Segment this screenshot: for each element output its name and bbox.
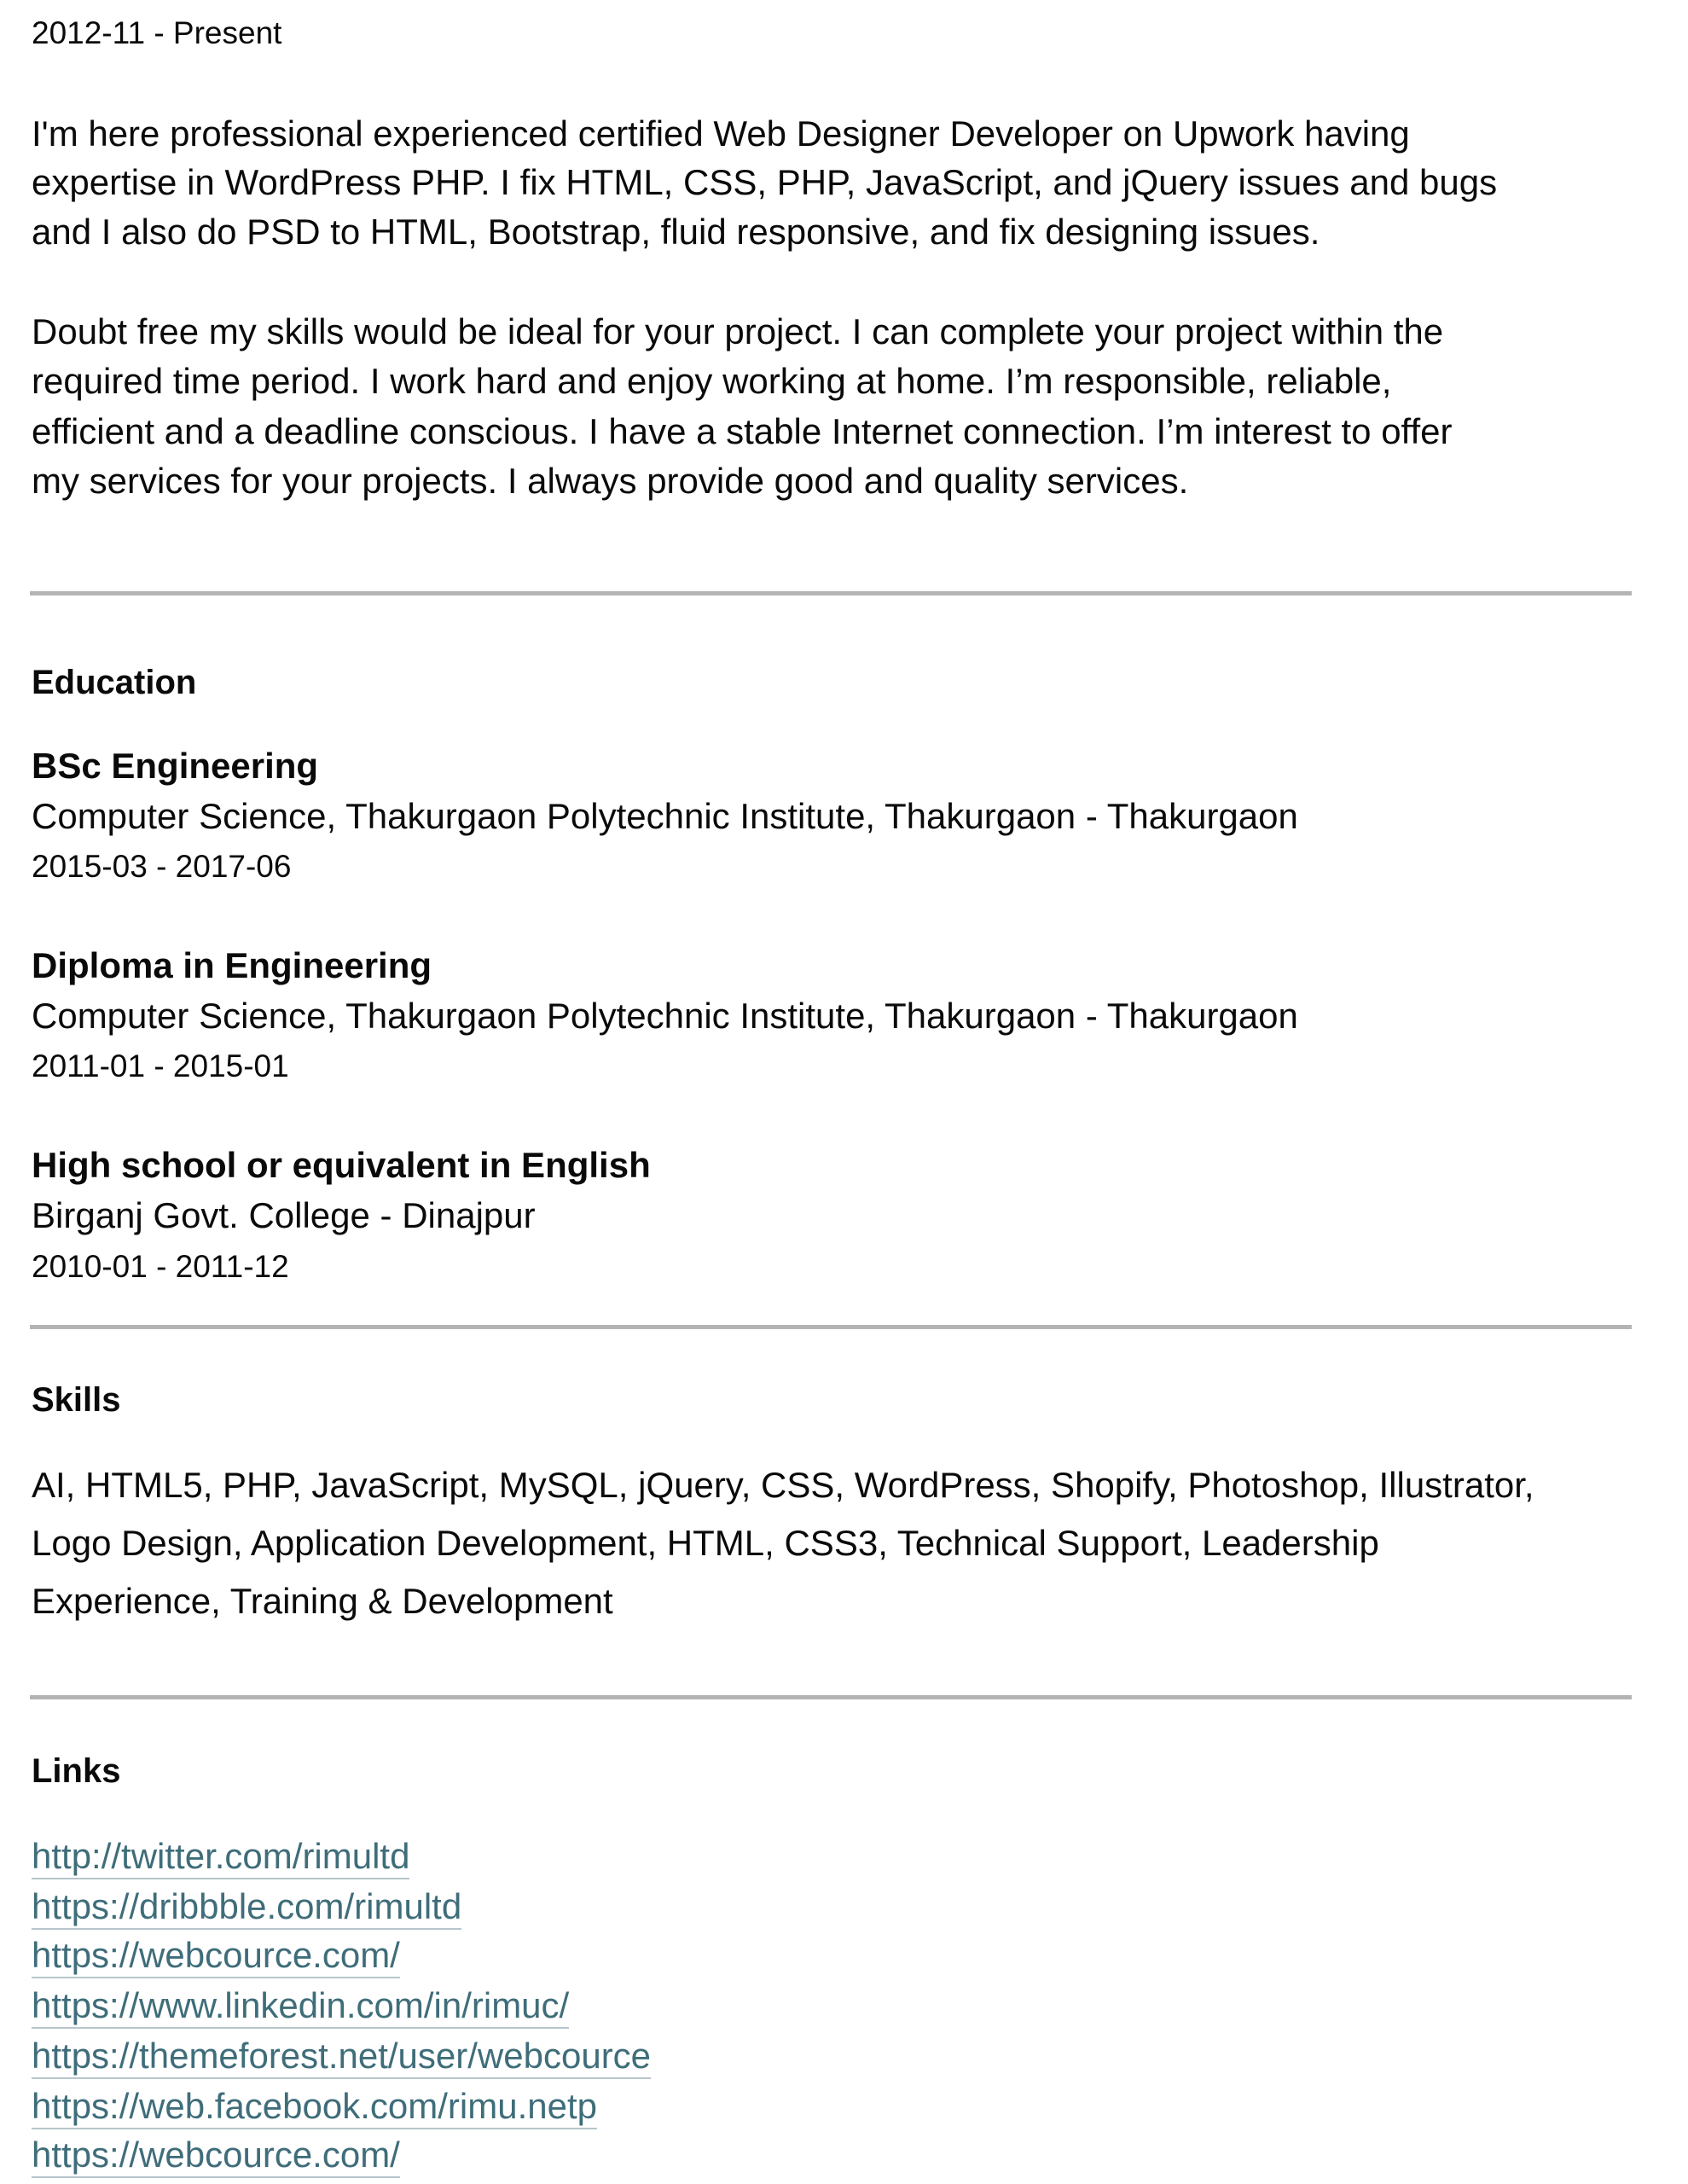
- link-linkedin[interactable]: https://www.linkedin.com/in/rimuc/: [32, 1984, 569, 2029]
- links-heading: Links: [32, 1752, 121, 1790]
- section-divider: [30, 1325, 1632, 1329]
- education-date-range: 2010-01 - 2011-12: [32, 1249, 289, 1284]
- skills-line: Logo Design, Application Development, HTML, CSS3, Technical Support, Leadership: [32, 1523, 1379, 1563]
- education-degree: High school or equivalent in English: [32, 1145, 651, 1185]
- link-webcource[interactable]: https://webcource.com/: [32, 1934, 400, 1978]
- paragraph-line: efficient and a deadline conscious. I have a stable Internet connection. I’m interest to offer: [32, 411, 1453, 451]
- education-details: Birganj Govt. College - Dinajpur: [32, 1195, 536, 1235]
- paragraph-line: my services for your projects. I always provide good and quality services.: [32, 461, 1189, 501]
- education-degree: BSc Engineering: [32, 746, 319, 786]
- experience-date-range: 2012-11 - Present: [32, 15, 282, 50]
- paragraph-line: Doubt free my skills would be ideal for your project. I can complete your project within the: [32, 311, 1444, 351]
- education-details: Computer Science, Thakurgaon Polytechnic Institute, Thakurgaon - Thakurgaon: [32, 796, 1298, 836]
- paragraph-line: expertise in WordPress PHP. I fix HTML, CSS, PHP, JavaScript, and jQuery issues and bugs: [32, 162, 1498, 202]
- education-date-range: 2015-03 - 2017-06: [32, 849, 292, 884]
- education-date-range: 2011-01 - 2015-01: [32, 1048, 289, 1083]
- skills-line: Experience, Training & Development: [32, 1581, 613, 1621]
- paragraph-line: I'm here professional experienced certified Web Designer Developer on Upwork having: [32, 113, 1410, 154]
- section-divider: [30, 591, 1632, 595]
- link-facebook[interactable]: https://web.facebook.com/rimu.netp: [32, 2085, 597, 2129]
- link-themeforest[interactable]: https://themeforest.net/user/webcource: [32, 2035, 651, 2079]
- paragraph-line: and I also do PSD to HTML, Bootstrap, fluid responsive, and fix designing issues.: [32, 212, 1320, 252]
- link-webcource-2[interactable]: https://webcource.com/: [32, 2134, 400, 2178]
- education-details: Computer Science, Thakurgaon Polytechnic Institute, Thakurgaon - Thakurgaon: [32, 996, 1298, 1036]
- section-divider: [30, 1695, 1632, 1699]
- paragraph-line: required time period. I work hard and enjoy working at home. I’m responsible, reliable,: [32, 361, 1392, 401]
- link-dribbble[interactable]: https://dribbble.com/rimultd: [32, 1885, 461, 1930]
- education-heading: Education: [32, 664, 197, 701]
- education-degree: Diploma in Engineering: [32, 945, 432, 985]
- skills-line: AI, HTML5, PHP, JavaScript, MySQL, jQuery, CSS, WordPress, Shopify, Photoshop, Illustrator,: [32, 1465, 1534, 1505]
- link-twitter[interactable]: http://twitter.com/rimultd: [32, 1835, 409, 1879]
- skills-heading: Skills: [32, 1381, 121, 1419]
